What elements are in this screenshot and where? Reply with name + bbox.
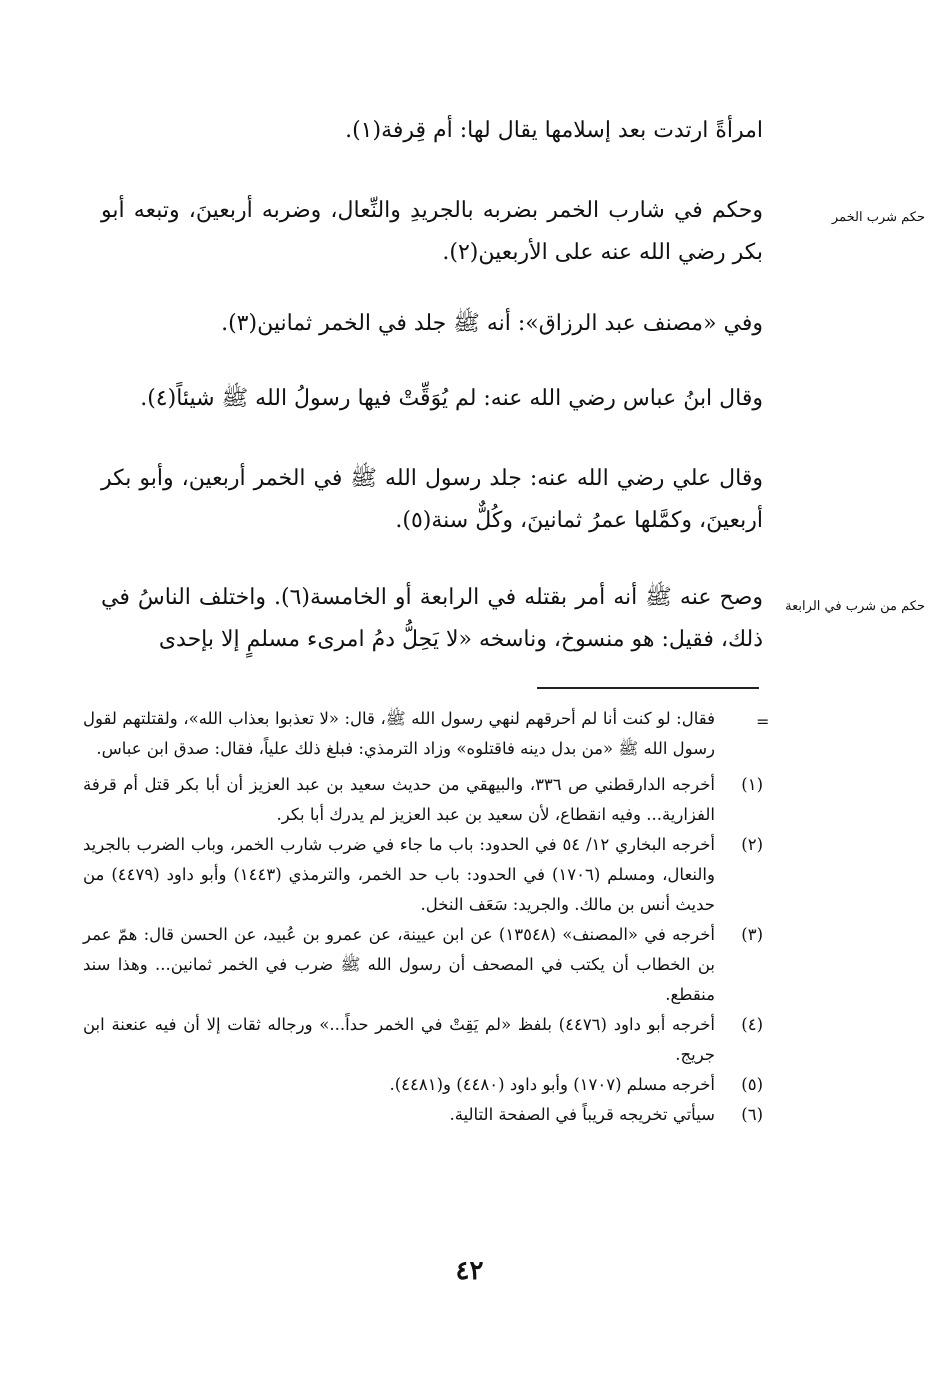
footnote-number: (٦) xyxy=(741,1105,763,1124)
continuation-mark: = xyxy=(756,712,770,731)
footnote-text: أخرجه في «المصنف» (١٣٥٤٨) عن ابن عيينة، عن عمرو بن عُبيد، عن الحسن قال: همّ عمر بن الخطاب أن يكتب في المصحف أن رسول الله ﷺ ضرب في الخمر ثمانين... وهذا سند منقطع. xyxy=(83,925,715,1004)
footnote-item xyxy=(83,920,763,1010)
footnote-text: أخرجه أبو داود (٤٤٧٦) بلفظ «لم يَقِتْ في الخمر حداً...» ورجاله ثقات إلا أن فيه عنعنة ابن جريج. xyxy=(83,1015,715,1064)
footnote-text: أخرجه البخاري ١٢/ ٥٤ في الحدود: باب ما جاء في ضرب شارب الخمر، وباب الضرب بالجريد والنعال، ومسلم (١٧٠٦) في الحدود: باب حد الخمر، والترمذي (١٤٤٣) وأبو داود (٤٤٧٩) من حديث أنس بن مالك. والجريد: سَعَف النخل. xyxy=(83,835,715,914)
footnote-text: أخرجه الدارقطني ص ٣٣٦، والبيهقي من حديث سعيد بن عبد العزيز أن أبا بكر قتل أم قرفة الفزارية... وفيه انقطاع، لأن سعيد بن عبد العزيز لم يدرك أبا بكر. xyxy=(83,775,715,824)
margin-note-khamr: حكم شرب الخمر xyxy=(831,210,925,225)
footnote-number: (٥) xyxy=(741,1075,763,1094)
footnote-continuation-text: فقال: لو كنت أنا لم أحرقهم لنهي رسول الله ﷺ، قال: «لا تعذبوا بعذاب الله»، ولقتلتهم لقول رسول الله ﷺ «من بدل دينه فاقتلوه» وزاد الترمذي: فبلغ ذلك علياً، فقال: صدق ابن عباس. xyxy=(83,709,715,758)
main-paragraph-3: وفي «مصنف عبد الرزاق»: أنه ﷺ جلد في الخمر ثمانين(٣). xyxy=(221,311,763,336)
main-paragraph-2: وحكم في شارب الخمر بضربه بالجريدِ والنِّعال، وضربه أربعينَ، وتبعه أبو بكر رضي الله عنه على الأربعين(٢). xyxy=(101,198,763,265)
footnote-item xyxy=(83,1010,763,1070)
footnote-item xyxy=(83,1070,763,1100)
page-number: ٤٢ xyxy=(455,1256,484,1286)
footnote-text: أخرجه مسلم (١٧٠٧) وأبو داود (٤٤٨٠) و(٤٤٨١). xyxy=(389,1075,715,1094)
footnote-item xyxy=(83,1100,763,1130)
main-paragraph-4: وقال ابنُ عباس رضي الله عنه: لم يُوَقِّتْ فيها رسولُ الله ﷺ شيئاً(٤). xyxy=(140,386,763,411)
main-paragraph-1: امرأةً ارتدت بعد إسلامها يقال لها: أم قِرفة(١). xyxy=(345,118,763,143)
footnote-item xyxy=(83,830,763,920)
footnote-separator xyxy=(537,687,759,689)
main-paragraph-6: وصح عنه ﷺ أنه أمر بقتله في الرابعة أو الخامسة(٦). واختلف الناسُ في ذلك، فقيل: هو منسوخ، وناسخه «لا يَحِلُّ دمُ امرىء مسلمٍ إلا بإحدى xyxy=(101,585,764,652)
footnote-continuation xyxy=(83,704,763,764)
footnote-item xyxy=(83,770,763,830)
footnote-number: (٣) xyxy=(741,925,763,944)
footnote-text: سيأتي تخريجه قريباً في الصفحة التالية. xyxy=(449,1105,715,1124)
footnote-number: (١) xyxy=(741,775,763,794)
footnote-number: (٤) xyxy=(741,1015,763,1034)
footnotes xyxy=(83,704,763,1130)
margin-note-rabia: حكم من شرب في الرابعة xyxy=(785,599,925,614)
footnote-number: (٢) xyxy=(741,835,763,854)
main-paragraph-5: وقال علي رضي الله عنه: جلد رسول الله ﷺ في الخمر أربعين، وأبو بكر أربعينَ، وكمَّلها عمرُ ثمانينَ، وكُلٌّ سنة(٥). xyxy=(101,466,763,533)
